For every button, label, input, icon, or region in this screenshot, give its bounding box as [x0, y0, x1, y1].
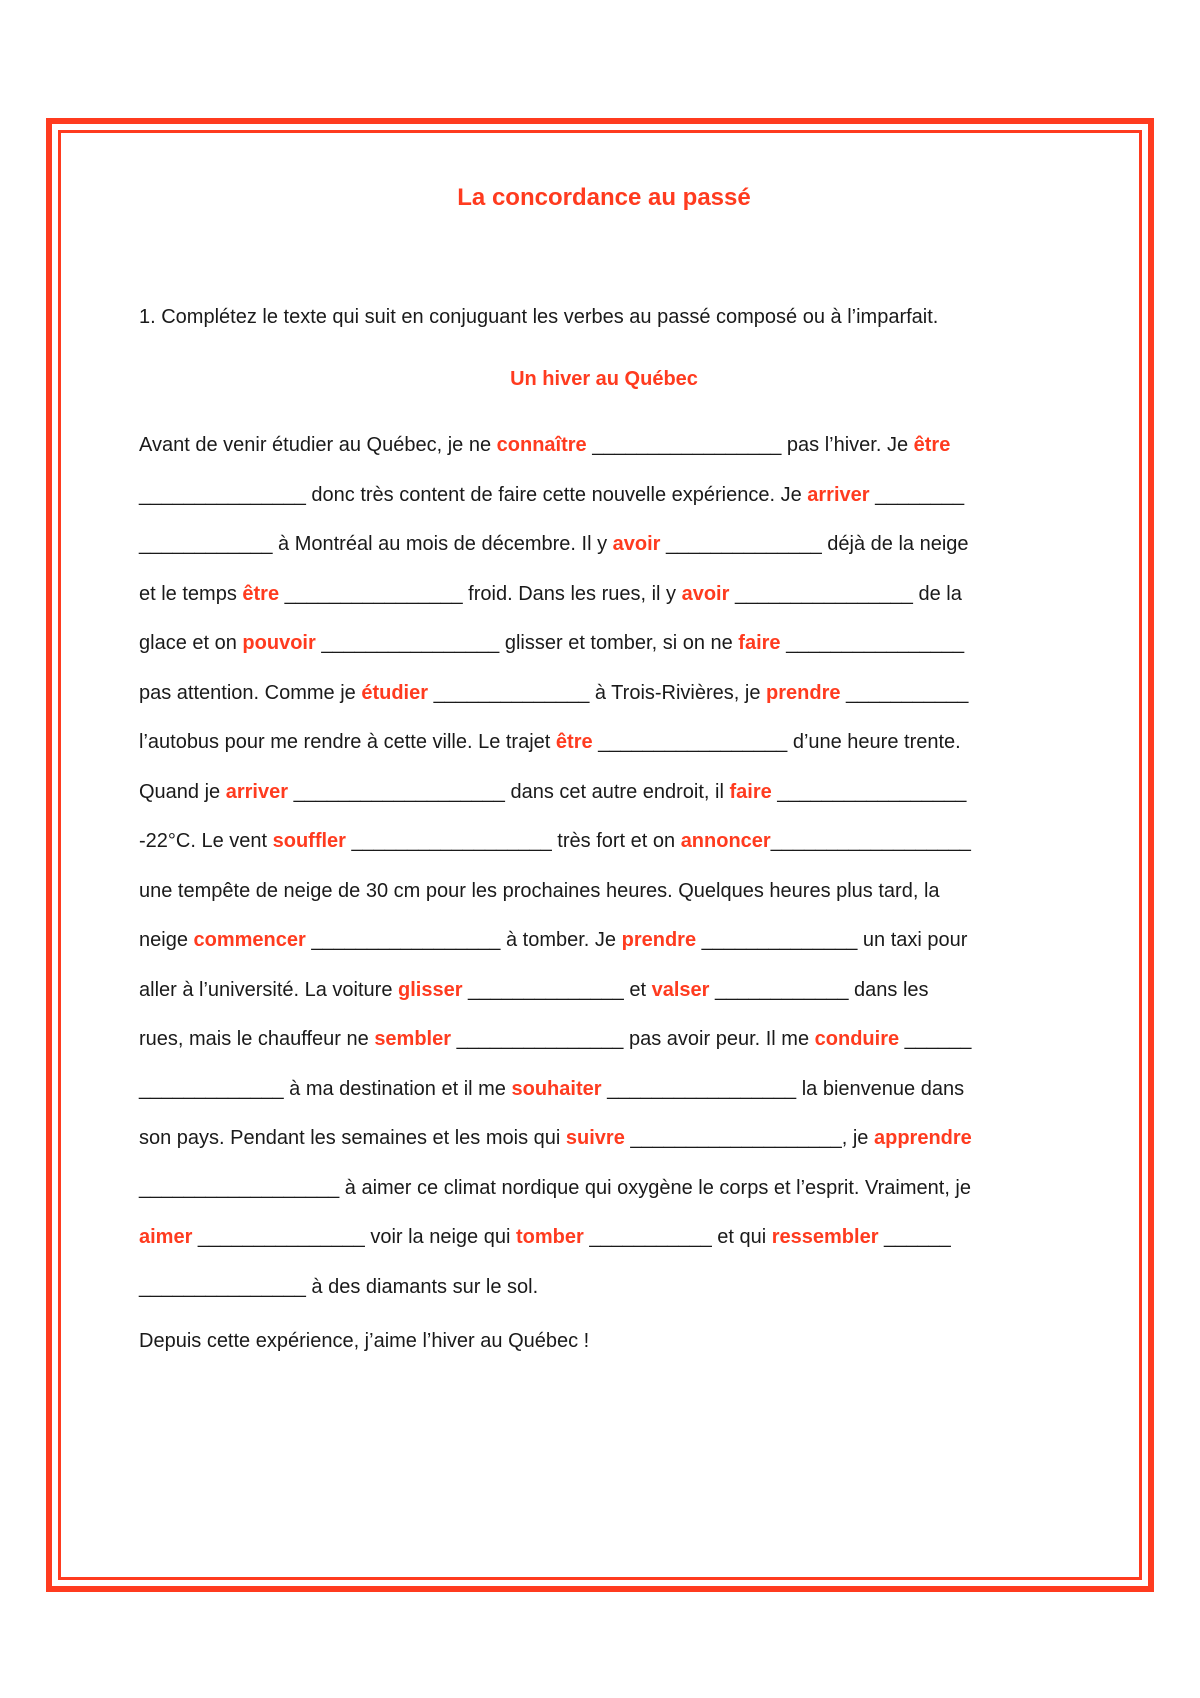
- verb-prompt: arriver: [225, 780, 289, 803]
- exercise-text: [139, 430, 1069, 1321]
- text-line: [139, 975, 1069, 1025]
- exercise-instruction: 1. Complétez le texte qui suit en conjuguant les verbes au passé composé ou à l’imparfait.: [139, 306, 939, 328]
- text-segment: __________________ à aimer ce climat nordique qui oxygène le corps et l’esprit. Vraiment, je: [139, 1176, 971, 1199]
- text-segment: ___________________ dans cet autre endroit, il: [288, 780, 730, 803]
- verb-prompt: tomber: [515, 1226, 584, 1248]
- verb-prompt: faire: [738, 632, 781, 654]
- text-segment: -22°C. Le vent: [139, 830, 273, 852]
- text-segment: ____________ dans les: [709, 978, 929, 1001]
- text-segment: ___________________, je: [624, 1127, 874, 1149]
- verb-prompt: avoir: [681, 582, 730, 605]
- text-segment: ________________: [780, 632, 965, 654]
- verb-prompt: connaître: [496, 434, 587, 456]
- text-segment: _________________ d’une heure trente.: [592, 731, 961, 753]
- verb-prompt: glisser: [398, 978, 463, 1001]
- text-segment: ______: [899, 1028, 972, 1050]
- text-segment: ________: [869, 483, 965, 506]
- text-subtitle: Un hiver au Québec: [510, 368, 698, 390]
- text-segment: ______________ à Trois-Rivières, je: [428, 681, 767, 704]
- verb-prompt: valser: [651, 978, 710, 1001]
- text-segment: _______________ à des diamants sur le sol.: [139, 1275, 539, 1298]
- text-line: [139, 1173, 1069, 1223]
- text-line: [139, 579, 1069, 629]
- text-segment: ____________ à Montréal au mois de décembre. Il y: [139, 533, 613, 555]
- verb-prompt: avoir: [612, 533, 661, 555]
- text-segment: _______________ pas avoir peur. Il me: [451, 1028, 815, 1050]
- verb-prompt: faire: [729, 780, 772, 803]
- text-segment: ______________ et: [462, 978, 652, 1001]
- text-line: [139, 430, 1069, 480]
- text-segment: _______________ donc très content de faire cette nouvelle expérience. Je: [139, 483, 808, 506]
- text-segment: ___________: [840, 681, 969, 704]
- verb-prompt: ressembler: [771, 1226, 879, 1248]
- text-line: [139, 678, 1069, 728]
- text-segment: ___________ et qui: [583, 1226, 772, 1248]
- text-segment: neige: [139, 929, 194, 951]
- verb-prompt: sembler: [374, 1028, 452, 1050]
- verb-prompt: apprendre: [873, 1127, 972, 1149]
- text-line: [139, 1024, 1069, 1074]
- verb-prompt: prendre: [766, 681, 841, 704]
- closing-sentence: Depuis cette expérience, j’aime l’hiver au Québec !: [139, 1330, 590, 1352]
- text-segment: son pays. Pendant les semaines et les mois qui: [139, 1127, 566, 1149]
- text-segment: _______________ voir la neige qui: [192, 1226, 516, 1248]
- page-title: La concordance au passé: [457, 184, 751, 211]
- text-segment: ______________ déjà de la neige: [660, 533, 969, 555]
- verb-prompt: arriver: [807, 483, 870, 506]
- verb-prompt: annoncer: [680, 830, 771, 852]
- text-line: [139, 480, 1069, 530]
- text-segment: Quand je: [139, 780, 226, 803]
- text-segment: rues, mais le chauffeur ne: [139, 1028, 375, 1050]
- verb-prompt: aimer: [139, 1226, 193, 1248]
- text-line: [139, 628, 1069, 678]
- verb-prompt: conduire: [814, 1028, 900, 1050]
- verb-prompt: être: [913, 434, 951, 456]
- text-line: [139, 876, 1069, 926]
- text-line: [139, 1272, 1069, 1322]
- verb-prompt: commencer: [193, 929, 306, 951]
- text-line: [139, 925, 1069, 975]
- text-segment: __________________ très fort et on: [345, 830, 681, 852]
- text-segment: ______: [878, 1226, 951, 1248]
- text-segment: ________________ de la: [729, 582, 962, 605]
- text-segment: _____________ à ma destination et il me: [139, 1077, 512, 1100]
- verb-prompt: étudier: [361, 681, 429, 704]
- text-segment: ________________ froid. Dans les rues, il y: [279, 582, 682, 605]
- text-segment: aller à l’université. La voiture: [139, 978, 399, 1001]
- text-segment: ________________ glisser et tomber, si on ne: [315, 632, 739, 654]
- text-line: [139, 1074, 1069, 1124]
- text-line: [139, 1123, 1069, 1173]
- text-segment: __________________: [770, 830, 971, 852]
- verb-prompt: être: [242, 582, 280, 605]
- verb-prompt: suivre: [565, 1127, 625, 1149]
- text-segment: ______________ un taxi pour: [696, 929, 968, 951]
- text-segment: l’autobus pour me rendre à cette ville. Le trajet: [139, 731, 556, 753]
- text-line: [139, 529, 1069, 579]
- text-line: [139, 777, 1069, 827]
- text-segment: _________________ la bienvenue dans: [601, 1077, 965, 1100]
- verb-prompt: prendre: [621, 929, 697, 951]
- text-segment: _________________: [771, 780, 967, 803]
- text-line: [139, 727, 1069, 777]
- verb-prompt: pouvoir: [242, 632, 316, 654]
- text-segment: pas attention. Comme je: [139, 681, 362, 704]
- worksheet: [139, 178, 1069, 1352]
- text-segment: Avant de venir étudier au Québec, je ne: [139, 434, 497, 456]
- text-segment: _________________ pas l’hiver. Je: [586, 434, 914, 456]
- text-segment: et le temps: [139, 582, 243, 605]
- text-segment: une tempête de neige de 30 cm pour les prochaines heures. Quelques heures plus tard, la: [139, 879, 940, 902]
- verb-prompt: souhaiter: [511, 1077, 602, 1100]
- text-segment: _________________ à tomber. Je: [305, 929, 622, 951]
- verb-prompt: être: [555, 731, 593, 753]
- text-segment: glace et on: [139, 632, 243, 654]
- verb-prompt: souffler: [272, 830, 346, 852]
- text-line: [139, 826, 1069, 876]
- text-line: [139, 1222, 1069, 1272]
